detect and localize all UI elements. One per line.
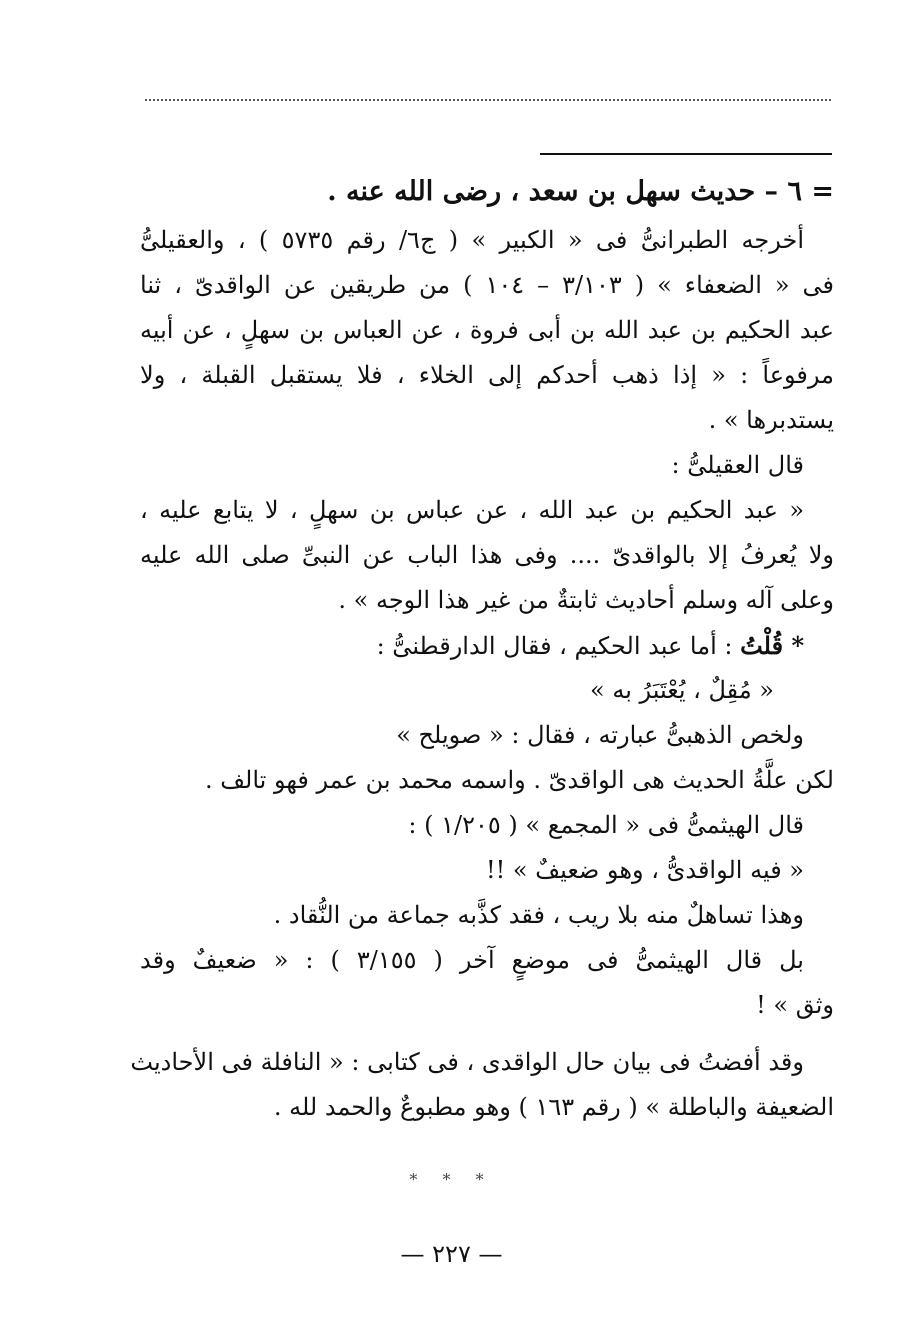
author-note-marker: * قُلْتُ [740,631,804,660]
paragraph-11-line-2: وثق » ! [756,991,834,1019]
paragraph-12-line-1: وقد أفضتُ فى بيان حال الواقدى ، فى كتابى : « النافلة فى الأحاديث [130,1048,804,1076]
section-rule [540,153,832,155]
paragraph-1-line-4: مرفوعاً : « إذا ذهب أحدكم إلى الخلاء ، فلا يستقبل القبلة ، ولا [140,361,835,389]
paragraph-8: قال الهيثمىُّ فى « المجمع » ( ١/٢٠٥ ) : [408,811,804,839]
paragraph-1-line-2: فى « الضعفاء » ( ٣/١٠٣ – ١٠٤ ) من طريقين عن الواقدىّ ، ثنا [140,271,835,299]
paragraph-10: وهذا تساهلٌ منه بلا ريب ، فقد كذَّبه جماعة من النُّقاد . [273,901,804,929]
paragraph-7: لكن علَّةُ الحديث هى الواقدىّ . واسمه محمد بن عمر فهو تالف . [204,766,834,794]
paragraph-12-line-2: الضعيفة والباطلة » ( رقم ١٦٣ ) وهو مطبوعٌ والحمد لله . [273,1093,834,1121]
paragraph-3-line-2: ولا يُعرفُ إلا بالواقدىّ .... وفى هذا الباب عن النبىِّ صلى الله عليه [140,541,834,569]
paragraph-4 [140,623,834,668]
paragraph-gap [140,1028,834,1040]
paragraph-1-line-3: عبد الحكيم بن عبد الله بن أبى فروة ، عن العباس بن سهلٍ ، عن أبيه [140,316,834,344]
header-dotted-rule [145,99,831,101]
paragraph-1-line-1: أخرجه الطبرانىُّ فى « الكبير » ( ج٦/ رقم ٥٧٣٥ ) ، والعقيلىُّ [140,226,805,254]
paragraph-3-line-3: وعلى آله وسلم أحاديث ثابتةٌ من غير هذا الوجه » . [338,586,834,614]
section-separator-stars: * * * [409,1170,494,1189]
paragraph-3-line-1: « عبد الحكيم بن عبد الله ، عن عباس بن سهلٍ ، لا يتابع عليه ، [140,496,804,524]
hadith-heading: = ٦ – حديث سهل بن سعد ، رضى الله عنه . [327,176,834,207]
main-text [130,166,835,1130]
paragraph-6: ولخص الذهبىُّ عبارته ، فقال : « صويلح » [396,721,804,749]
page-number: — ٢٢٧ — [400,1240,503,1268]
paragraph-5: « مُقِلٌ ، يُعْتَبَرُ به » [590,676,774,704]
paragraph-9: « فيه الواقدىُّ ، وهو ضعيفٌ » !! [486,856,804,884]
paragraph-11-line-1: بل قال الهيثمىُّ فى موضعٍ آخر ( ٣/١٥٥ ) : « ضعيفٌ وقد [140,946,804,974]
paragraph-1-line-5: يستدبرها » . [708,406,834,434]
paragraph-4-text: : أما عبد الحكيم ، فقال الدارقطنىُّ : [376,632,733,660]
paragraph-2: قال العقيلىُّ : [671,451,804,479]
